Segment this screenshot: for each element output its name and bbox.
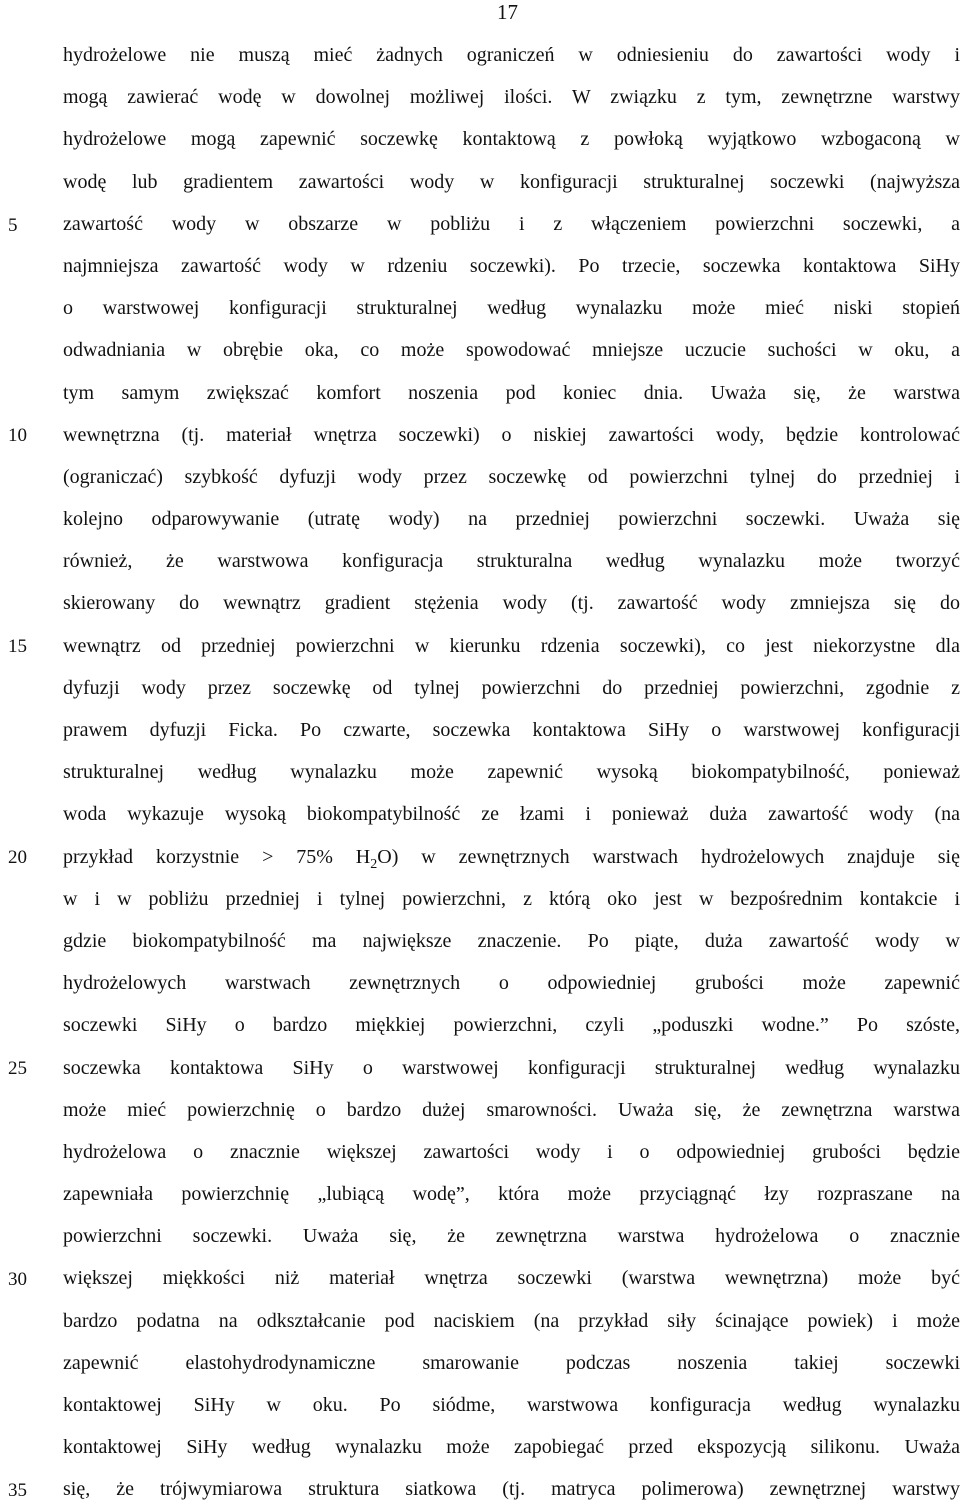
text-line: zapewniała powierzchnię „lubiącą wodę”, która może przyciągnąć łzy rozpraszane na bbox=[63, 1183, 960, 1206]
text-line: strukturalnej według wynalazku może zapewnić wysoką biokompatybilność, ponieważ bbox=[63, 761, 960, 784]
text-line: hydrożelowych warstwach zewnętrznych o odpowiedniej grubości może zapewnić bbox=[63, 972, 960, 995]
text-line: najmniejsza zawartość wody w rdzeniu soczewki). Po trzecie, soczewka kontaktowa SiHy bbox=[63, 254, 960, 277]
line-number: 20 bbox=[8, 847, 27, 868]
text-line: kolejno odparowywanie (utratę wody) na przedniej powierzchni soczewki. Uważa się bbox=[63, 508, 960, 531]
body-text bbox=[63, 34, 960, 1511]
text-line: hydrożelowe nie muszą mieć żadnych ograniczeń w odniesieniu do zawartości wody i bbox=[63, 44, 960, 66]
line-number: 35 bbox=[8, 1480, 27, 1501]
text-line: gdzie biokompatybilność ma największe znaczenie. Po piąte, duża zawartość wody w bbox=[63, 929, 960, 952]
text-line: powierzchni soczewki. Uważa się, że zewnętrzna warstwa hydrożelowa o znacznie bbox=[63, 1225, 960, 1248]
text-line: wewnątrz od przedniej powierzchni w kierunku rdzenia soczewki), co jest niekorzystne dla bbox=[63, 634, 960, 657]
text-line: soczewki SiHy o bardzo miękkiej powierzchni, czyli „poduszki wodne.” Po szóste, bbox=[63, 1014, 960, 1037]
text-line: skierowany do wewnątrz gradient stężenia wody (tj. zawartość wody zmniejsza się do bbox=[63, 592, 960, 615]
text-line: większej miękkości niż materiał wnętrza soczewki (warstwa wewnętrzna) może być bbox=[63, 1267, 960, 1290]
text-line: prawem dyfuzji Ficka. Po czwarte, soczewka kontaktowa SiHy o warstwowej konfiguracji bbox=[63, 719, 960, 741]
line-number: 30 bbox=[8, 1269, 27, 1290]
text-line: hydrożelowa o znacznie większej zawartości wody i o odpowiedniej grubości będzie bbox=[63, 1140, 960, 1163]
line-number: 15 bbox=[8, 636, 27, 657]
text-line: dyfuzji wody przez soczewkę od tylnej powierzchni do przedniej powierzchni, zgodnie z bbox=[63, 676, 960, 699]
text-line: kontaktowej SiHy w oku. Po siódme, warstwowa konfiguracja według wynalazku bbox=[63, 1394, 960, 1416]
page-number: 17 bbox=[497, 0, 518, 24]
text-line: hydrożelowe mogą zapewnić soczewkę kontaktową z powłoką wyjątkowo wzbogaconą w bbox=[63, 128, 960, 151]
text-line: się, że trójwymiarowa struktura siatkowa (tj. matryca polimerowa) zewnętrznej warstwy bbox=[63, 1478, 960, 1501]
text-line: również, że warstwowa konfiguracja strukturalna według wynalazku może tworzyć bbox=[63, 550, 960, 573]
text-line: odwadniania w obrębie oka, co może spowodować mniejsze uczucie suchości w oku, a bbox=[63, 339, 960, 362]
line-number-margin bbox=[0, 0, 40, 1505]
text-line: wodę lub gradientem zawartości wody w konfiguracji strukturalnej soczewki (najwyższa bbox=[63, 170, 960, 193]
subscript: 2 bbox=[370, 856, 378, 872]
text-line: wewnętrzna (tj. materiał wnętrza soczewki) o niskiej zawartości wody, będzie kontrolować bbox=[63, 423, 960, 446]
text-line: kontaktowej SiHy według wynalazku może zapobiegać przed ekspozycją silikonu. Uważa bbox=[63, 1436, 960, 1459]
text-line: woda wykazuje wysoką biokompatybilność ze łzami i ponieważ duża zawartość wody (na bbox=[63, 803, 960, 826]
text-line: o warstwowej konfiguracji strukturalnej według wynalazku może mieć niski stopień bbox=[63, 297, 960, 320]
line-number: 5 bbox=[8, 215, 18, 236]
text-segment: O) w zewnętrznych warstwach hydrożelowych znajduje się bbox=[377, 845, 960, 868]
text-line-with-subscript bbox=[63, 836, 960, 878]
text-line: zapewnić elastohydrodynamiczne smarowanie podczas noszenia takiej soczewki bbox=[63, 1351, 960, 1374]
text-segment: przykład korzystnie > 75% H bbox=[63, 845, 371, 868]
text-line: w i w pobliżu przedniej i tylnej powierzchni, z którą oko jest w bezpośrednim kontakcie i bbox=[63, 887, 960, 910]
line-number: 25 bbox=[8, 1058, 27, 1079]
line-number: 10 bbox=[8, 425, 27, 446]
text-line: soczewka kontaktowa SiHy o warstwowej konfiguracji strukturalnej według wynalazku bbox=[63, 1056, 960, 1079]
text-line: mogą zawierać wodę w dowolnej możliwej ilości. W związku z tym, zewnętrzne warstwy bbox=[63, 86, 960, 109]
text-line: (ograniczać) szybkość dyfuzji wody przez soczewkę od powierzchni tylnej do przedniej i bbox=[63, 465, 960, 488]
text-line: zawartość wody w obszarze w pobliżu i z włączeniem powierzchni soczewki, a bbox=[63, 212, 960, 235]
text-line: tym samym zwiększać komfort noszenia pod koniec dnia. Uważa się, że warstwa bbox=[63, 381, 960, 404]
text-line: może mieć powierzchnię o bardzo dużej smarowności. Uważa się, że zewnętrzna warstwa bbox=[63, 1098, 960, 1121]
text-line: bardzo podatna na odkształcanie pod naciskiem (na przykład siły ścinające powiek) i może bbox=[63, 1309, 960, 1332]
